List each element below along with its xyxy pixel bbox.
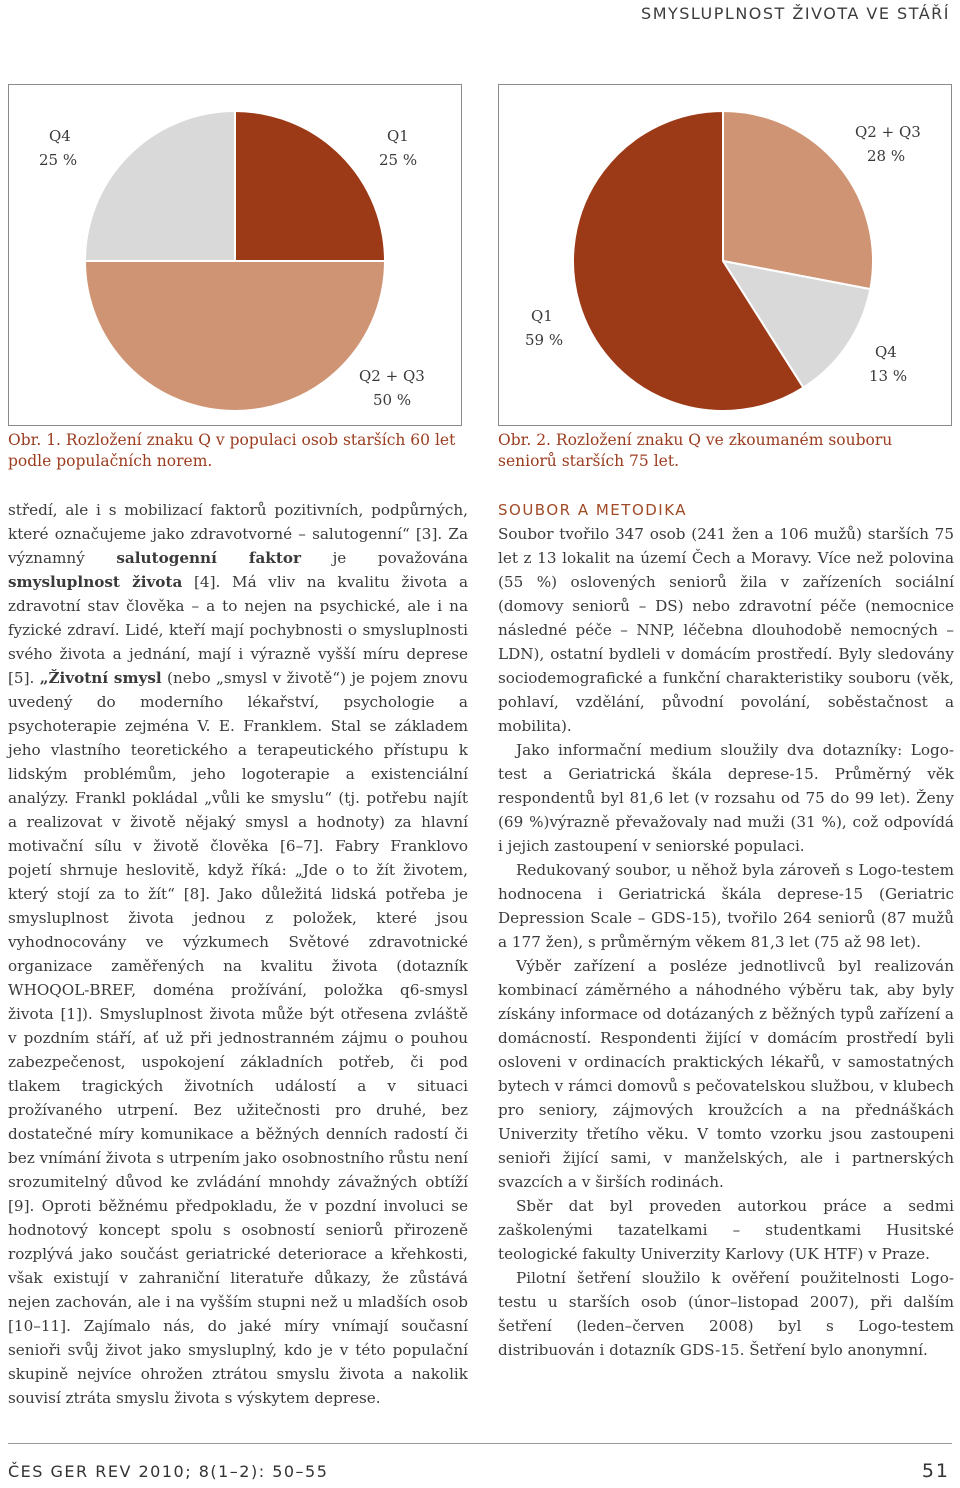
pie1-label-q4-name: Q4 bbox=[49, 127, 71, 145]
right-text-column bbox=[498, 498, 954, 1362]
pie1-slice-q4 bbox=[85, 111, 235, 261]
pie1-label-q2q3-value: 50 % bbox=[373, 391, 412, 409]
text-run: [4]. Má vliv na kvalitu života a zdravotní stav člověka – a to nejen na psychické, ale i na fyzické zdraví. Lidé, kteří mají pochybnosti o smysluplnosti svého života a jednání, mají i výrazně vyšší míru deprese [5]. bbox=[8, 573, 468, 687]
pie2-label-q1-value: 59 % bbox=[525, 331, 564, 349]
paragraph: Výběr zařízení a posléze jednotlivců byl realizován kombinací záměrného a náhodného výběru tak, aby byly získány informace od dotázaných z běžných typů zařízení a domácností. Respondenti žijící v domácím prostředí byli osloveni v ordinacích praktických lékařů, v samostatných bytech v rámci domovů s pečovatelskou službou, v klubech pro seniory, zájmových kroužcích a na přednáškách Univerzity třetího věku. V tomto vzorku jsou zastoupeni senioři žijící sami, v manželských, ale i partnerských svazcích a v širších rodinách. bbox=[498, 957, 954, 1191]
page-number: 51 bbox=[921, 1460, 950, 1482]
text-run: středí, ale i s mobilizací faktorů pozitivních, podpůrných, které označujeme jako zdravotvorné – salutogenní“ [3]. Za významný bbox=[8, 501, 468, 567]
paragraph: Jako informační medium sloužily dva dotazníky: Logo-test a Geriatrická škála deprese-15. Průměrný věk respondentů byl 81,6 let (v rozsahu od 75 do 99 let). Ženy (69 %)výrazně převažovaly nad muži (31 %), což odpovídá i jejich zastoupení v seniorské populaci. bbox=[498, 741, 954, 855]
text-run: (nebo „smysl v životě“) je pojem znovu uvedený do moderního lékařství, psychologie a psychoterapie zejména V. E. Franklem. Stal se základem jeho vlastního teoretického a terapeutického přístupu k lidským problémům, jeho logoterapie a existenciální analýzy. Frankl pokládal „vůli ke smyslu“ (tj. potřebu najít a realizovat v životě nějaký smysl a hodnoty) za hlavní motivační sílu v životě člověka [6–7]. Fabry Franklovo pojetí shrnuje heslovitě, když říká: „Jde o to žít životem, který stojí za to žít“ [8]. Jako důležitá lidská potřeba je smysluplnost života jednou z položek, které jsou vyhodnocovány ve výzkumech Světové zdravotnické organizace zaměřených na kvalitu života (dotazník WHOQOL-BREF, doména prožívání, položka q6-smysl života [1]). Smysluplnost života může být otřesena zvláště v pozdním stáří, ať už při jednostranném zájmu o pouhou zabezpečenost, uspokojení základních potřeb, či pod tlakem tragických životních událostí a v situaci prožívaného utrpení. Bez užitečnosti pro druhé, bez dostatečné míry komunikace a běžných denních radostí či bez vnímání života s utrpením jako osobnostního růstu není srozumitelný důvod ke zvládání mnohdy závažných obtíží [9]. Oproti běžnému předpokladu, že v pozdní involuci se hodnotový koncept spolu s osobností seniorů přirozeně rozplývá jako součást geriatrické deteriorace a křehkosti, však existují v zahraniční literatuře důkazy, že zůstává nejen zachován, ale i na vyšším stupni než u mladších osob [10–11]. Zajímalo nás, do jaké míry vnímají současní senioři svůj život jako smysluplný, kdo je v této populační skupině nejvíce ohrožen ztrátou smyslu života a nakolik souvisí ztráta smyslu života s výskytem deprese. bbox=[8, 669, 468, 1407]
figure-1-caption: Obr. 1. Rozložení znaku Q v populaci osob starších 60 let podle populačních norem. bbox=[8, 431, 456, 470]
paragraph: Soubor tvořilo 347 osob (241 žen a 106 mužů) starších 75 let z 13 lokalit na území Čech a Moravy. Více než polovina (55 %) oslovených seniorů žila v zařízeních sociální (domovy seniorů – DS) nebo zdravotní péče (nemocnice následné péče – NNP, léčebna dlouhodobě nemocných – LDN), ostatní bydleli v domácím prostředí. Byly sledovány sociodemografické a funkční charakteristiky souboru (věk, pohlaví, vzdělání, původní povolání, soběstačnost a mobilita). bbox=[498, 525, 954, 735]
figure-2-caption: Obr. 2. Rozložení znaku Q ve zkoumaném souboru seniorů starších 75 let. bbox=[498, 431, 893, 470]
paragraph: Redukovaný soubor, u něhož byla zároveň s Logo-testem hodnocena i Geriatrická škála deprese-15 (Geriatric Depression Scale – GDS-15), tvořilo 264 seniorů (87 mužů a 177 žen), s průměrným věkem 81,3 let (75 až 98 let). bbox=[498, 861, 954, 951]
pie1-label-q1-name: Q1 bbox=[387, 127, 409, 145]
footer-divider bbox=[8, 1443, 952, 1444]
pie1-label-q1-value: 25 % bbox=[379, 151, 418, 169]
figure-1-pie-chart bbox=[8, 84, 462, 426]
pie2-label-q4-name: Q4 bbox=[875, 343, 897, 361]
pie1-slice-q1 bbox=[235, 111, 385, 261]
running-title: SMYSLUPLNOST ŽIVOTA VE STÁŘÍ bbox=[641, 4, 950, 23]
figure-2-pie-chart bbox=[498, 84, 952, 426]
bold-term-salutogenic-factor: salutogenní faktor bbox=[116, 549, 301, 567]
paragraph: Pilotní šetření sloužilo k ověření použitelnosti Logo-testu u starších osob (únor–listopad 2007), při dalším šetření (leden–červen 2008) byl s Logo-testem distribuován i dotazník GDS-15. Šetření bylo anonymní. bbox=[498, 1269, 954, 1359]
pie1-slice-q2q3 bbox=[85, 261, 385, 411]
pie2-slice-q2q3 bbox=[723, 111, 873, 289]
left-text-column bbox=[8, 498, 468, 1410]
pie1-label-q2q3-name: Q2 + Q3 bbox=[359, 367, 425, 385]
pie2-label-q2q3-name: Q2 + Q3 bbox=[855, 123, 921, 141]
paragraph: Sběr dat byl proveden autorkou práce a sedmi zaškolenými tazatelkami – studentkami Husitské teologické fakulty Univerzity Karlovy (UK HTF) v Praze. bbox=[498, 1197, 954, 1263]
bold-term-life-meaning: „Životní smysl bbox=[39, 669, 162, 687]
pie2-label-q2q3-value: 28 % bbox=[867, 147, 906, 165]
pie2-label-q4-value: 13 % bbox=[869, 367, 908, 385]
journal-citation: ČES GER REV 2010; 8(1–2): 50–55 bbox=[8, 1462, 329, 1481]
left-paragraph bbox=[8, 498, 468, 1410]
pie-chart-1-svg bbox=[9, 85, 461, 425]
pie-chart-2-svg bbox=[499, 85, 951, 425]
section-heading: SOUBOR A METODIKA bbox=[498, 501, 688, 519]
bold-term-meaningfulness: smysluplnost života bbox=[8, 573, 183, 591]
text-run: je považována bbox=[300, 549, 468, 567]
pie2-label-q1-name: Q1 bbox=[531, 307, 553, 325]
pie1-label-q4-value: 25 % bbox=[39, 151, 78, 169]
